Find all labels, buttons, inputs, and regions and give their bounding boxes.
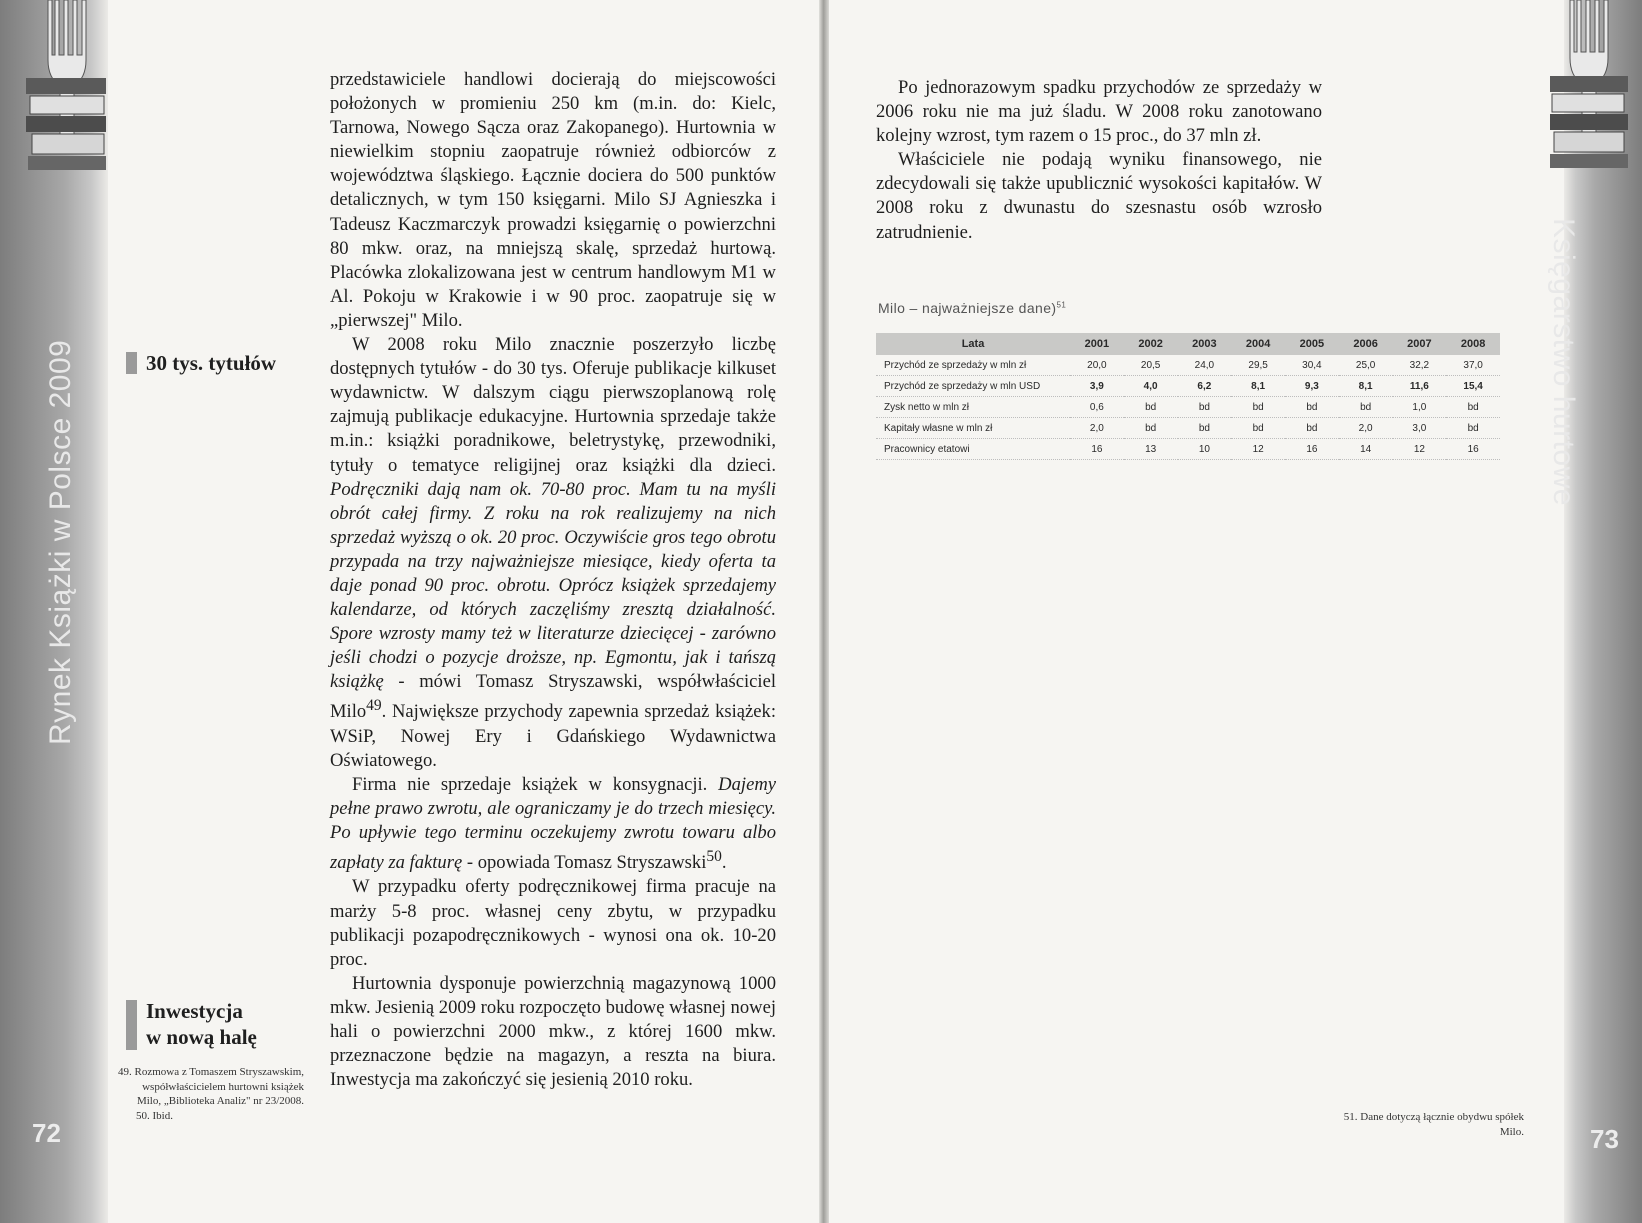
table-row (876, 418, 1500, 439)
table-cell: 3,0 (1393, 418, 1447, 439)
table-cell: 25,0 (1339, 355, 1393, 376)
table-cell: bd (1178, 418, 1232, 439)
footnote-ref: 49 (366, 697, 382, 715)
table-cell: 24,0 (1178, 355, 1232, 376)
page-number-right: 73 (1590, 1124, 1619, 1154)
year-header: 2004 (1231, 333, 1285, 355)
margin-heading-titles (146, 350, 276, 376)
table-cell: 0,6 (1070, 397, 1124, 418)
table-cell: bd (1339, 397, 1393, 418)
table-cell: 1,0 (1393, 397, 1447, 418)
margin-heading-line1: Inwestycja (146, 999, 243, 1023)
table-cell: bd (1446, 418, 1500, 439)
footnote-ref: 51 (1056, 300, 1067, 310)
footnotes-left (118, 1065, 304, 1123)
row-label: Przychód ze sprzedaży w mln USD (876, 376, 1070, 397)
year-header: 2005 (1285, 333, 1339, 355)
quote-text: Podręczniki dają nam ok. 70-80 proc. Mam tu na myśli obrót całej firmy. Z roku na rok realizujemy na nich sprzedaż wyższą o ok. 20 proc. Oczywiście gros tego obrotu przypada na trzy najważniejsze miesiące, kiedy oferta ta daje ponad 90 proc. obrotu. Oprócz książek sprzedajemy kalendarze, od których zaczęliśmy zresztą działalność. Spore wzrosty mamy też w literaturze dziecięcej - zarówno jeśli chodzi o pozycje droższe, np. Egmontu, jak i tańszą książkę (330, 478, 776, 693)
paragraph: Po jednorazowym spadku przychodów ze sprzedaży w 2006 roku nie ma już śladu. W 2008 roku zanotowano kolejny wzrost, tym razem o 15 proc., do 37 mln zł. (876, 77, 1322, 147)
left-body-column (330, 68, 776, 1092)
footnote-50: 50. Ibid. (136, 1109, 173, 1122)
row-label: Przychód ze sprzedaży w mln zł (876, 355, 1070, 376)
book-gutter (819, 0, 829, 1223)
table-cell: bd (1446, 397, 1500, 418)
paragraph: W 2008 roku Milo znacznie poszerzyło liczbę dostępnych tytułów - do 30 tys. Oferuje publikacje kilkuset wydawnictw. W dalszym ciągu pierwszoplanową rolę zajmują publikacje edukacyjne. Hurtownia sprzedaje także m.in.: książki poradnikowe, beletrystykę, przewodniki, tytuły o tematyce religijnej oraz książki dla dzieci. Podręczniki dają nam ok. 70-80 proc. Mam tu na myśli obrót całej firmy. Z roku na rok realizujemy na nich sprzedaż wyższą o ok. 20 proc. Oczywiście gros tego obrotu przypada na trzy najważniejsze miesiące, kiedy oferta ta daje ponad 90 proc. obrotu. Oprócz książek sprzedajemy kalendarze, od których zaczęliśmy zresztą działalność. Spore wzrosty mamy też w literaturze dziecięcej - zarówno jeśli chodzi o pozycje droższe, np. Egmontu, jak i tańszą książkę - mówi Tomasz Stryszawski, współwłaściciel Milo$^{49}$. Największe przychody zapewnia sprzedaż książek: WSiP, Nowej Ery i Gdańskiego Wydawnictwa Oświatowego. (330, 334, 776, 771)
footnotes-right (1334, 1110, 1524, 1139)
footnote-49: 49. Rozmowa z Tomaszem Stryszawskim, współwłaścicielem hurtowni książek Milo, „Biblioteka Analiz" nr 23/2008. (118, 1066, 304, 1107)
table-cell: 8,1 (1339, 376, 1393, 397)
table-cell: 16 (1070, 439, 1124, 460)
footnote-ref: 50 (706, 848, 722, 866)
table-row (876, 376, 1500, 397)
margin-heading-investment (146, 998, 306, 1050)
year-header: 2001 (1070, 333, 1124, 355)
right-body-column (876, 76, 1322, 245)
table-cell: 14 (1339, 439, 1393, 460)
heading-marker (126, 352, 137, 374)
table-cell: 10 (1178, 439, 1232, 460)
table-cell: 13 (1124, 439, 1178, 460)
fork-book-icon (20, 0, 106, 230)
table-row (876, 439, 1500, 460)
table-cell: 3,9 (1070, 376, 1124, 397)
table-cell: 8,1 (1231, 376, 1285, 397)
row-label: Kapitały własne w mln zł (876, 418, 1070, 439)
table-cell: 12 (1393, 439, 1447, 460)
running-title-right: Księgarstwo hurtowe (1547, 218, 1580, 506)
footnote-51: 51. Dane dotyczą łącznie obydwu spółek Milo. (1343, 1111, 1524, 1138)
paragraph: W przypadku oferty podręcznikowej firma pracuje na marży 5-8 proc. własnej ceny zbytu, w przypadku publikacji pozapodręcznikowych - wynosi ona ok. 10-20 proc. (330, 876, 776, 970)
table-row (876, 397, 1500, 418)
year-header: 2007 (1393, 333, 1447, 355)
paragraph: Hurtownia dysponuje powierzchnią magazynową 1000 mkw. Jesienią 2009 roku rozpoczęto budowę własnej nowej hali o powierzchni 2000 mkw., z której 1600 mkw. przeznaczone będzie na magazyn, a reszta na biura. Inwestycja ma zakończyć się jesienią 2010 roku. (330, 972, 776, 1091)
table-cell: 29,5 (1231, 355, 1285, 376)
table-cell: 37,0 (1446, 355, 1500, 376)
table-cell: 9,3 (1285, 376, 1339, 397)
margin-heading-text: 30 tys. tytułów (146, 351, 277, 375)
table-cell: 15,4 (1446, 376, 1500, 397)
table-row (876, 355, 1500, 376)
table-cell: bd (1285, 397, 1339, 418)
row-label: Zysk netto w mln zł (876, 397, 1070, 418)
margin-heading-line2: w nową halę (146, 1025, 257, 1049)
header-label: Lata (876, 333, 1070, 355)
table-cell: bd (1231, 418, 1285, 439)
paragraph: Firma nie sprzedaje książek w konsygnacji. Dajemy pełne prawo zwrotu, ale ograniczamy je do trzech miesięcy. Po upływie tego terminu oczekujemy zwrotu towaru albo zapłaty za fakturę - opowiada Tomasz Stryszawski$^{50}$. (330, 773, 776, 874)
page-number-left: 72 (32, 1118, 61, 1148)
table-cell: bd (1231, 397, 1285, 418)
table-cell: bd (1178, 397, 1232, 418)
year-header: 2002 (1124, 333, 1178, 355)
table-cell: 20,5 (1124, 355, 1178, 376)
table-cell: 16 (1285, 439, 1339, 460)
table-cell: bd (1124, 397, 1178, 418)
table-cell: 11,6 (1393, 376, 1447, 397)
year-header: 2006 (1339, 333, 1393, 355)
table-cell: 2,0 (1339, 418, 1393, 439)
milo-data-table (876, 333, 1500, 460)
table-cell: 4,0 (1124, 376, 1178, 397)
fork-book-icon-right (1550, 0, 1636, 215)
table-header-row (876, 333, 1500, 355)
paragraph: Właściciele nie podają wyniku finansowego, nie zdecydowali się także upublicznić wysokości kapitałów. W 2008 roku z dwunastu do szesnastu osób wzrosło zatrudnienie. (876, 149, 1322, 243)
table-title: Milo – najważniejsze dane)$^{51}$ (878, 300, 1067, 316)
table-cell: 16 (1446, 439, 1500, 460)
row-label: Pracownicy etatowi (876, 439, 1070, 460)
table-cell: 2,0 (1070, 418, 1124, 439)
paragraph: przedstawiciele handlowi docierają do miejscowości położonych w promieniu 250 km (m.in. do: Kielc, Tarnowa, Nowego Sącza oraz Zakopanego). Hurtownia w niewielkim stopniu zaopatruje również odbiorców z województwa śląskiego. Łącznie dociera do 500 punktów detalicznych, w tym 150 księgarni. Milo SJ Agnieszka i Tadeusz Kaczmarczyk prowadzi księgarnię o powierzchni 80 mkw. oraz, na mniejszą skalę, sprzedaż hurtową. Placówka zlokalizowana jest w centrum handlowym M1 w Al. Pokoju w Krakowie i w 90 proc. zaopatruje się w „pierwszej" Milo. (330, 69, 776, 331)
running-title-left: Rynek Książki w Polsce 2009 (44, 339, 77, 745)
year-header: 2008 (1446, 333, 1500, 355)
table-cell: 20,0 (1070, 355, 1124, 376)
table-cell: bd (1124, 418, 1178, 439)
heading-marker (126, 1000, 137, 1050)
table-cell: 12 (1231, 439, 1285, 460)
table-cell: 6,2 (1178, 376, 1232, 397)
quote-text: Dajemy pełne prawo zwrotu, ale ograniczamy je do trzech miesięcy. Po upływie tego terminu oczekujemy zwrotu towaru albo zapłaty za fakturę (330, 773, 776, 874)
table-cell: 30,4 (1285, 355, 1339, 376)
table-cell: 32,2 (1393, 355, 1447, 376)
year-header: 2003 (1178, 333, 1232, 355)
table-cell: bd (1285, 418, 1339, 439)
